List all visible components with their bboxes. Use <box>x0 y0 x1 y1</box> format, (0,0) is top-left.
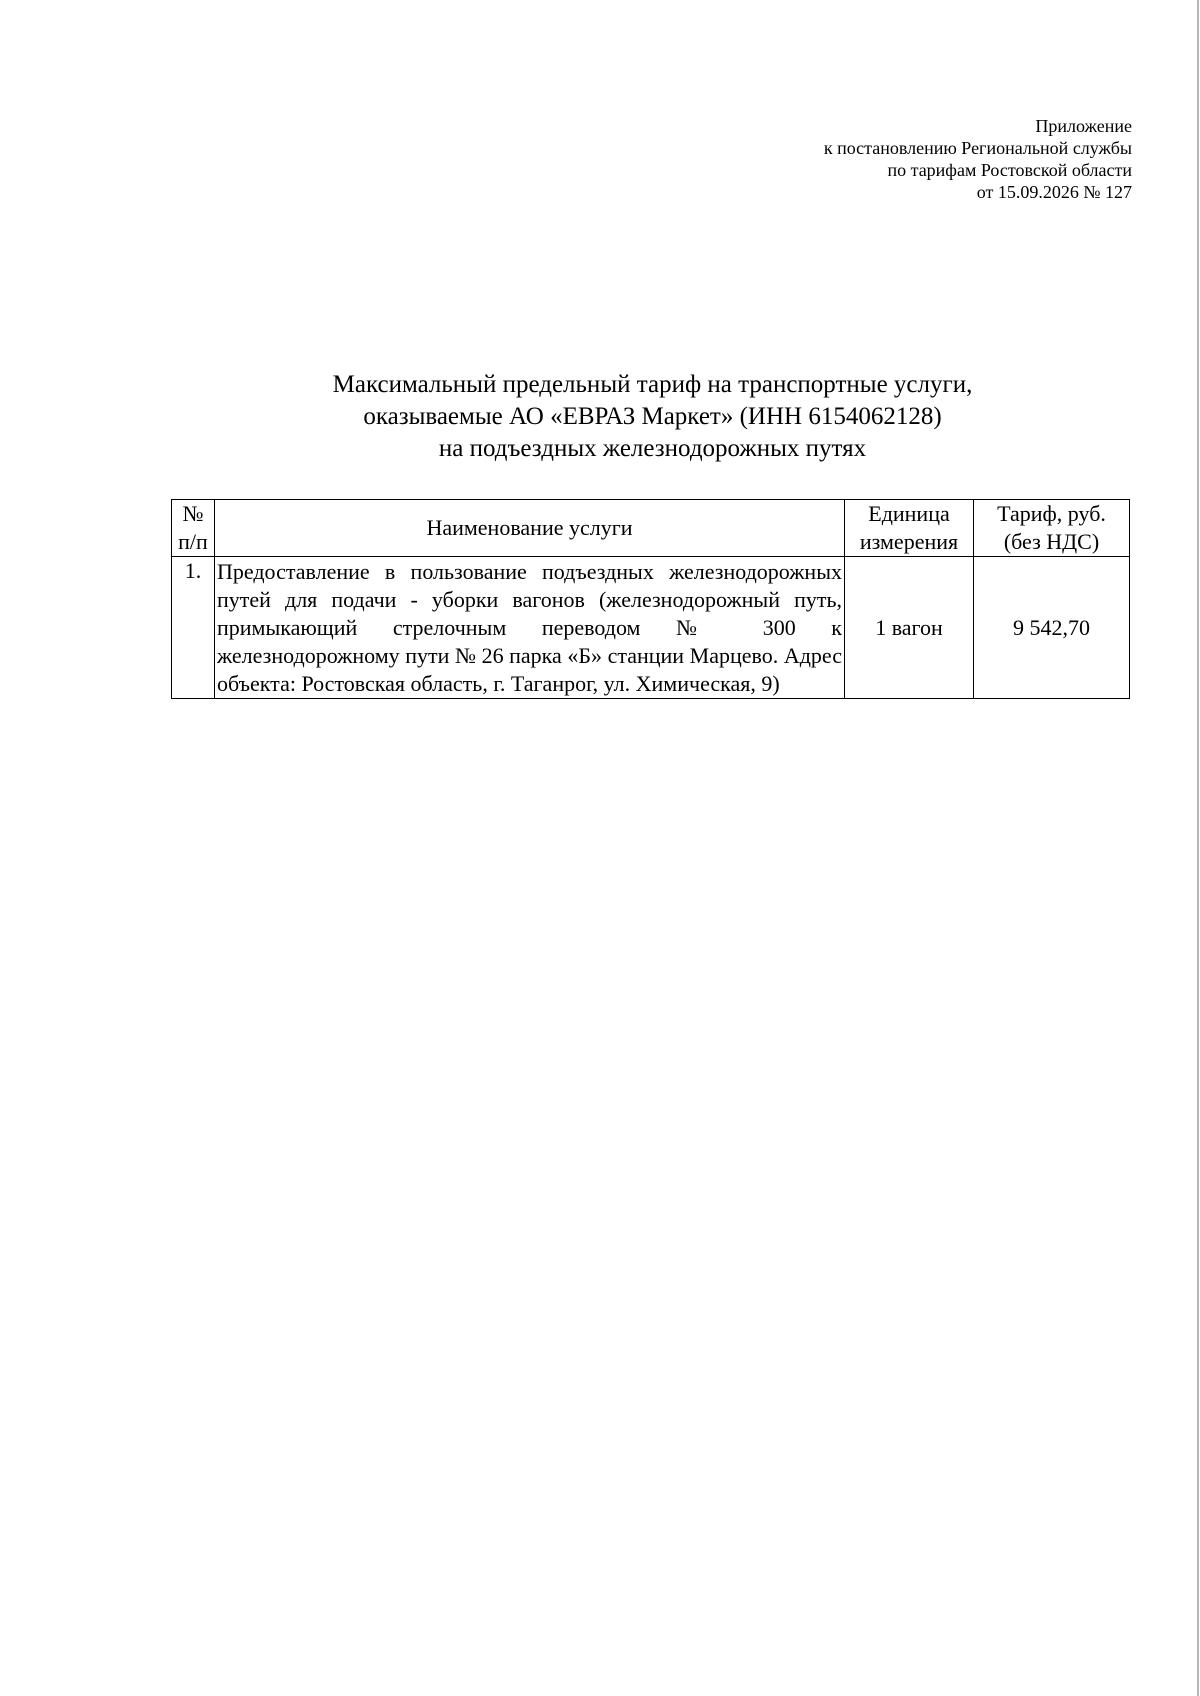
document-title <box>180 369 1125 465</box>
appendix-authority-line: по тарифам Ростовской области <box>887 160 1132 180</box>
row-unit: 1 вагон <box>845 557 974 699</box>
header-unit <box>845 500 974 557</box>
appendix-resolution-line: к постановлению Региональной службы <box>823 138 1132 158</box>
appendix-header <box>532 115 1132 203</box>
header-service-name: Наименование услуги <box>215 500 845 557</box>
header-unit-line-1: Единица <box>868 501 950 526</box>
header-number-line-1: № <box>182 501 204 526</box>
table-row <box>172 557 1130 699</box>
header-unit-line-2: измерения <box>859 529 959 554</box>
appendix-label: Приложение <box>1035 116 1132 136</box>
row-number: 1. <box>172 557 215 699</box>
title-line-2: оказываемые АО «ЕВРАЗ Маркет» (ИНН 6154062128) <box>363 403 942 430</box>
title-line-3: на подъездных железнодорожных путях <box>438 435 867 462</box>
header-number <box>172 500 215 557</box>
row-service-name: Предоставление в пользование подъездных железнодорожных путей для подачи - уборки вагонов (железнодорожный путь, примыкающий стрелочным переводом № 300 к железнодорожному пути № 26 парка «Б» станции Марцево. Адрес объекта: Ростовская область, г. Таганрог, ул. Химическая, 9) <box>215 557 845 699</box>
header-tariff-line-1: Тариф, руб. <box>997 501 1106 526</box>
tariff-table <box>171 499 1130 699</box>
row-tariff: 9 542,70 <box>974 557 1130 699</box>
table-header-row <box>172 500 1130 557</box>
title-line-1: Максимальный предельный тариф на транспортные услуги, <box>332 371 973 398</box>
page-edge <box>1197 0 1199 1696</box>
header-number-line-2: п/п <box>178 529 208 554</box>
appendix-date-number: от 15.09.2026 № 127 <box>976 182 1132 202</box>
header-tariff <box>974 500 1130 557</box>
header-tariff-line-2: (без НДС) <box>1003 529 1100 554</box>
